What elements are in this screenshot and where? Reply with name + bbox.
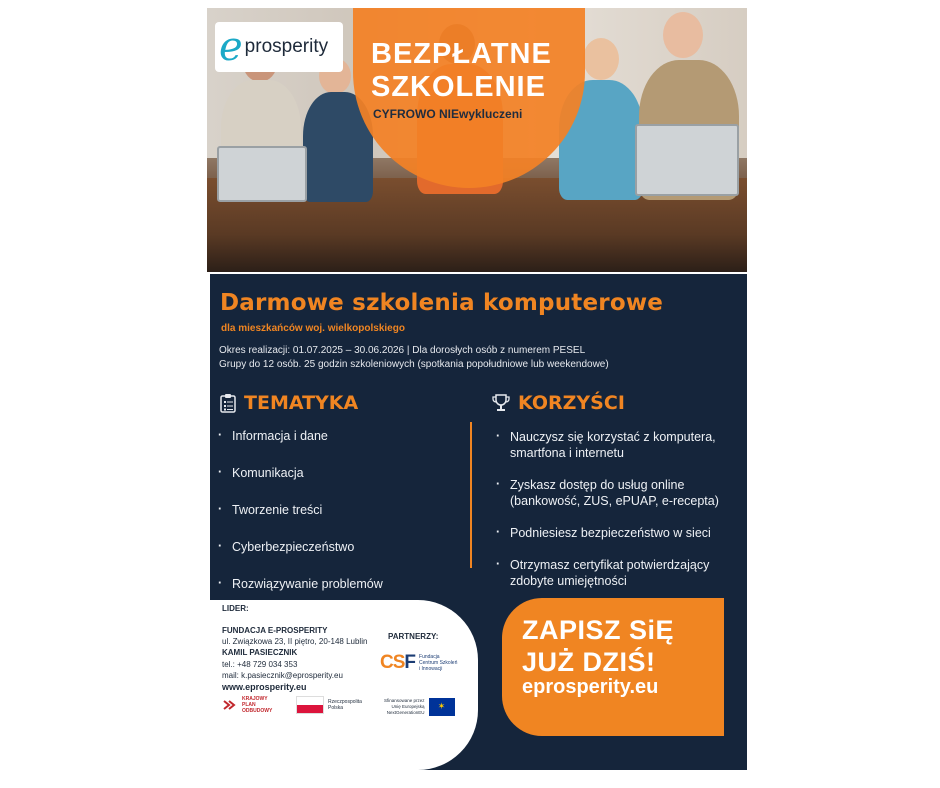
- cta-url-link[interactable]: eprosperity.eu: [522, 676, 659, 698]
- list-item: · Zyskasz dostęp do usług online (bankowość, ZUS, ePUAP, e-recepta): [496, 477, 736, 509]
- list-item: · Komunikacja: [218, 466, 463, 503]
- cta-line-2: JUŻ DZIŚ!: [522, 647, 656, 677]
- logo-text: prosperity: [244, 36, 329, 57]
- hero-headline: [371, 38, 552, 104]
- info-line-1: Okres realizacji: 01.07.2025 – 30.06.2026 | Dla dorosłych osób z numerem PESEL: [219, 345, 586, 356]
- list-item: · Nauczysz się korzystać z komputera, smartfona i internetu: [496, 429, 736, 461]
- poster: [207, 8, 747, 770]
- main-subtitle: dla mieszkańców woj. wielkopolskiego: [221, 323, 405, 334]
- tematyka-list: [218, 429, 463, 614]
- lider-www[interactable]: www.eprosperity.eu: [222, 682, 307, 692]
- list-item: · Rozwiązywanie problemów: [218, 577, 463, 614]
- list-item: · Otrzymasz certyfikat potwierdzający zdobyte umiejętności: [496, 557, 736, 589]
- poland-flag-icon: [296, 696, 324, 714]
- eu-flag-icon: ✶: [429, 698, 455, 716]
- list-item: · Informacja i dane: [218, 429, 463, 466]
- hero-subheadline: CYFROWO NIEwykluczeni: [373, 107, 523, 121]
- lider-person: KAMIL PASIECZNIK: [222, 648, 298, 657]
- list-item: · Podniesiesz bezpieczeństwo w sieci: [496, 525, 736, 541]
- kpo-arrows-icon: [222, 697, 238, 713]
- logo-e-icon: e: [219, 24, 243, 70]
- info-line-2: Grupy do 12 osób. 25 godzin szkoleniowych (spotkania popołudniowe lub weekendowe): [219, 359, 609, 370]
- headline-line-2: SZKOLENIE: [371, 71, 546, 103]
- partner-panel: [210, 600, 478, 770]
- kpo-logo: KRAJOWY PLAN ODBUDOWY: [222, 696, 272, 714]
- lider-mail[interactable]: mail: k.pasiecznik@eprosperity.eu: [222, 671, 343, 680]
- lider-label: LIDER:: [222, 604, 249, 613]
- csf-logo: CSF Fundacja Centrum Szkoleń i Innowacji: [380, 652, 458, 673]
- info-section: [210, 274, 747, 770]
- clipboard-list-icon: [220, 393, 236, 413]
- lider-address: ul. Związkowa 23, II piętro, 20-148 Lublin: [222, 637, 368, 646]
- main-title: Darmowe szkolenia komputerowe: [220, 290, 664, 316]
- eu-logo: Sfinansowane przez Unię Europejską NextGenerationEU ✶: [384, 698, 455, 716]
- korzysci-title: KORZYŚCI: [518, 392, 625, 414]
- korzysci-list: [496, 429, 736, 605]
- trophy-icon: [492, 393, 510, 413]
- laptop-shape: [635, 124, 739, 196]
- hero-photo: [207, 8, 747, 272]
- brand-logo: [215, 22, 343, 72]
- korzysci-heading: [492, 392, 625, 414]
- lider-org: FUNDACJA E-PROSPERITY: [222, 626, 328, 635]
- tematyka-title: TEMATYKA: [244, 392, 359, 414]
- partners-label: PARTNERZY:: [388, 632, 439, 641]
- cta-line-1: ZAPISZ SiĘ: [522, 615, 675, 645]
- laptop-shape: [217, 146, 307, 202]
- csf-mark: CSF: [380, 652, 416, 673]
- lider-phone: tel.: +48 729 034 353: [222, 660, 298, 669]
- headline-line-1: BEZPŁATNE: [371, 38, 552, 70]
- divider-line: [470, 422, 472, 568]
- tematyka-heading: [220, 392, 358, 414]
- signup-cta[interactable]: [502, 598, 724, 736]
- poland-logo: Rzeczpospolita Polska: [296, 696, 362, 714]
- list-item: · Cyberbezpieczeństwo: [218, 540, 463, 577]
- list-item: · Tworzenie treści: [218, 503, 463, 540]
